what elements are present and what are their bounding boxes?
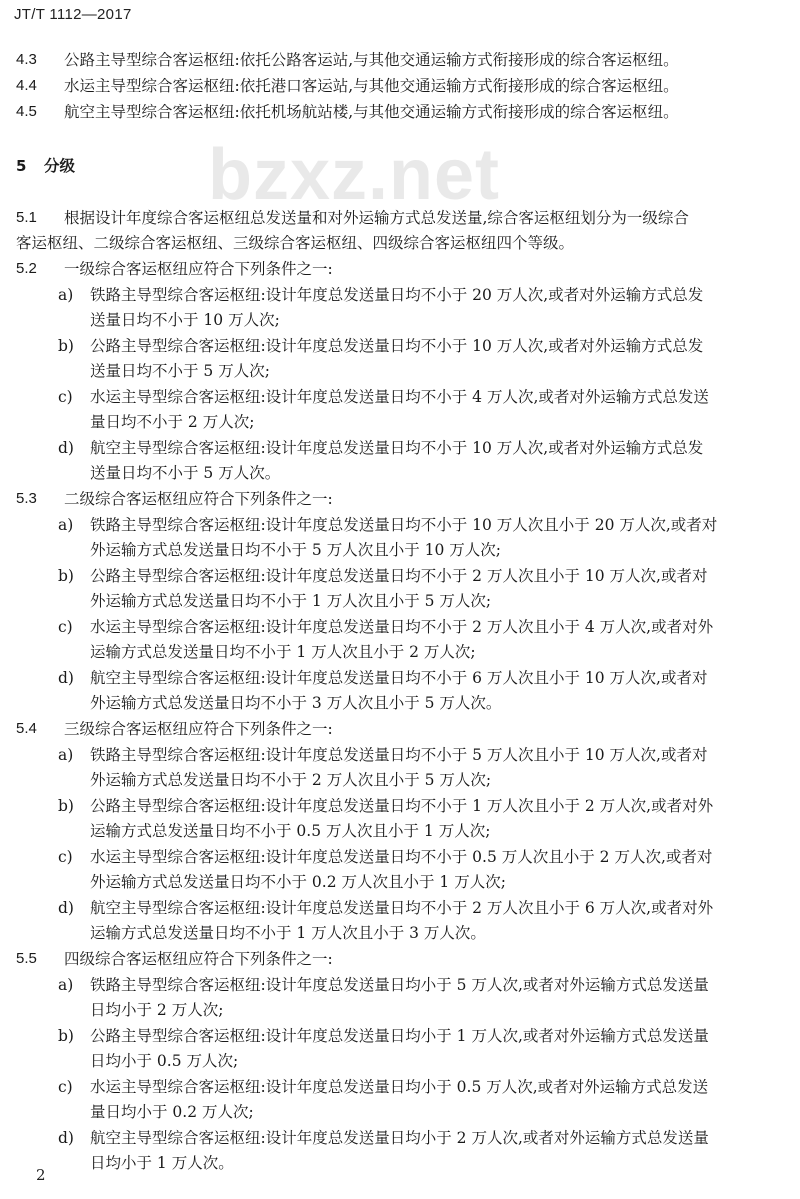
list-item-text: 水运主导型综合客运枢纽:设计年度总发送量日均不小于 0.5 万人次且小于 2 万人次,或者对 xyxy=(90,848,713,866)
list-item-label: c) xyxy=(58,388,73,406)
clause-number: 5.1 xyxy=(16,209,37,226)
list-item-text-continued: 外运输方式总发送量日均不小于 1 万人次且小于 5 万人次; xyxy=(90,592,492,610)
clause-number: 5.5 xyxy=(16,950,37,967)
clause-text: 根据设计年度综合客运枢纽总发送量和对外运输方式总发送量,综合客运枢纽划分为一级综合 xyxy=(64,209,689,227)
list-item-text: 航空主导型综合客运枢纽:设计年度总发送量日均不小于 2 万人次且小于 6 万人次,或者对外 xyxy=(90,899,714,917)
list-item-text: 铁路主导型综合客运枢纽:设计年度总发送量日均小于 5 万人次,或者对外运输方式总发送量 xyxy=(90,976,709,994)
list-item-text-continued: 量日均不小于 2 万人次; xyxy=(90,413,255,431)
list-item-text: 公路主导型综合客运枢纽:设计年度总发送量日均不小于 1 万人次且小于 2 万人次,或者对外 xyxy=(90,797,714,815)
clause-number: 5.2 xyxy=(16,260,37,277)
list-item-text: 航空主导型综合客运枢纽:设计年度总发送量日均不小于 10 万人次,或者对外运输方式总发 xyxy=(90,439,704,457)
list-item-text: 公路主导型综合客运枢纽:设计年度总发送量日均不小于 10 万人次,或者对外运输方式总发 xyxy=(90,337,704,355)
list-item-label: a) xyxy=(58,976,74,994)
list-item-text: 铁路主导型综合客运枢纽:设计年度总发送量日均不小于 5 万人次且小于 10 万人次,或者对 xyxy=(90,746,708,764)
list-item-text-continued: 运输方式总发送量日均不小于 1 万人次且小于 2 万人次; xyxy=(90,643,476,661)
clause-number: 4.5 xyxy=(16,103,37,120)
section-number: 5 xyxy=(16,157,27,175)
watermark: bzxz.net xyxy=(208,135,501,215)
list-item-label: d) xyxy=(58,439,74,457)
clause-text-continued: 客运枢纽、二级综合客运枢纽、三级综合客运枢纽、四级综合客运枢纽四个等级。 xyxy=(16,234,575,252)
clause-text: 公路主导型综合客运枢纽:依托公路客运站,与其他交通运输方式衔接形成的综合客运枢纽。 xyxy=(64,51,679,69)
list-item-text: 公路主导型综合客运枢纽:设计年度总发送量日均小于 1 万人次,或者对外运输方式总发送量 xyxy=(90,1027,709,1045)
clause-text: 水运主导型综合客运枢纽:依托港口客运站,与其他交通运输方式衔接形成的综合客运枢纽。 xyxy=(64,77,679,95)
list-item-label: a) xyxy=(58,286,74,304)
list-item-label: b) xyxy=(58,1027,74,1045)
clause-number: 4.3 xyxy=(16,51,37,68)
list-item-text: 水运主导型综合客运枢纽:设计年度总发送量日均不小于 4 万人次,或者对外运输方式总发送 xyxy=(90,388,709,406)
clause-title: 四级综合客运枢纽应符合下列条件之一: xyxy=(64,950,333,968)
list-item-label: b) xyxy=(58,567,74,585)
list-item-text-continued: 日均小于 1 万人次。 xyxy=(90,1154,234,1172)
list-item-text-continued: 外运输方式总发送量日均不小于 0.2 万人次且小于 1 万人次; xyxy=(90,873,506,891)
list-item-label: d) xyxy=(58,669,74,687)
list-item-label: b) xyxy=(58,337,74,355)
section-title: 分级 xyxy=(44,157,76,175)
list-item-label: c) xyxy=(58,848,73,866)
standard-code-header: JT/T 1112—2017 xyxy=(14,6,132,23)
clause-number: 5.4 xyxy=(16,720,37,737)
list-item-label: d) xyxy=(58,899,74,917)
list-item-text-continued: 量日均小于 0.2 万人次; xyxy=(90,1103,254,1121)
list-item-text: 公路主导型综合客运枢纽:设计年度总发送量日均不小于 2 万人次且小于 10 万人次,或者对 xyxy=(90,567,708,585)
clause-title: 三级综合客运枢纽应符合下列条件之一: xyxy=(64,720,333,738)
list-item-text: 水运主导型综合客运枢纽:设计年度总发送量日均不小于 2 万人次且小于 4 万人次,或者对外 xyxy=(90,618,714,636)
list-item-label: b) xyxy=(58,797,74,815)
list-item-text-continued: 外运输方式总发送量日均不小于 3 万人次且小于 5 万人次。 xyxy=(90,694,502,712)
list-item-text-continued: 运输方式总发送量日均不小于 1 万人次且小于 3 万人次。 xyxy=(90,924,486,942)
list-item-label: a) xyxy=(58,746,74,764)
list-item-label: c) xyxy=(58,618,73,636)
clause-title: 一级综合客运枢纽应符合下列条件之一: xyxy=(64,260,333,278)
clause-number: 4.4 xyxy=(16,77,37,94)
list-item-text-continued: 运输方式总发送量日均不小于 0.5 万人次且小于 1 万人次; xyxy=(90,822,491,840)
list-item-text-continued: 外运输方式总发送量日均不小于 2 万人次且小于 5 万人次; xyxy=(90,771,492,789)
list-item-text: 水运主导型综合客运枢纽:设计年度总发送量日均小于 0.5 万人次,或者对外运输方式总发送 xyxy=(90,1078,709,1096)
clause-text: 航空主导型综合客运枢纽:依托机场航站楼,与其他交通运输方式衔接形成的综合客运枢纽。 xyxy=(64,103,679,121)
page-number: 2 xyxy=(36,1166,46,1184)
list-item-label: a) xyxy=(58,516,74,534)
list-item-text-continued: 送量日均不小于 10 万人次; xyxy=(90,311,280,329)
list-item-text-continued: 日均小于 0.5 万人次; xyxy=(90,1052,239,1070)
list-item-label: c) xyxy=(58,1078,73,1096)
list-item-text-continued: 外运输方式总发送量日均不小于 5 万人次且小于 10 万人次; xyxy=(90,541,502,559)
clause-number: 5.3 xyxy=(16,490,37,507)
list-item-text: 铁路主导型综合客运枢纽:设计年度总发送量日均不小于 10 万人次且小于 20 万人次,或者对 xyxy=(90,516,718,534)
list-item-text: 铁路主导型综合客运枢纽:设计年度总发送量日均不小于 20 万人次,或者对外运输方式总发 xyxy=(90,286,704,304)
list-item-text: 航空主导型综合客运枢纽:设计年度总发送量日均小于 2 万人次,或者对外运输方式总发送量 xyxy=(90,1129,709,1147)
clause-title: 二级综合客运枢纽应符合下列条件之一: xyxy=(64,490,333,508)
list-item-text-continued: 日均小于 2 万人次; xyxy=(90,1001,224,1019)
list-item-text-continued: 送量日均不小于 5 万人次; xyxy=(90,362,270,380)
list-item-text-continued: 送量日均不小于 5 万人次。 xyxy=(90,464,281,482)
list-item-label: d) xyxy=(58,1129,74,1147)
list-item-text: 航空主导型综合客运枢纽:设计年度总发送量日均不小于 6 万人次且小于 10 万人次,或者对 xyxy=(90,669,708,687)
